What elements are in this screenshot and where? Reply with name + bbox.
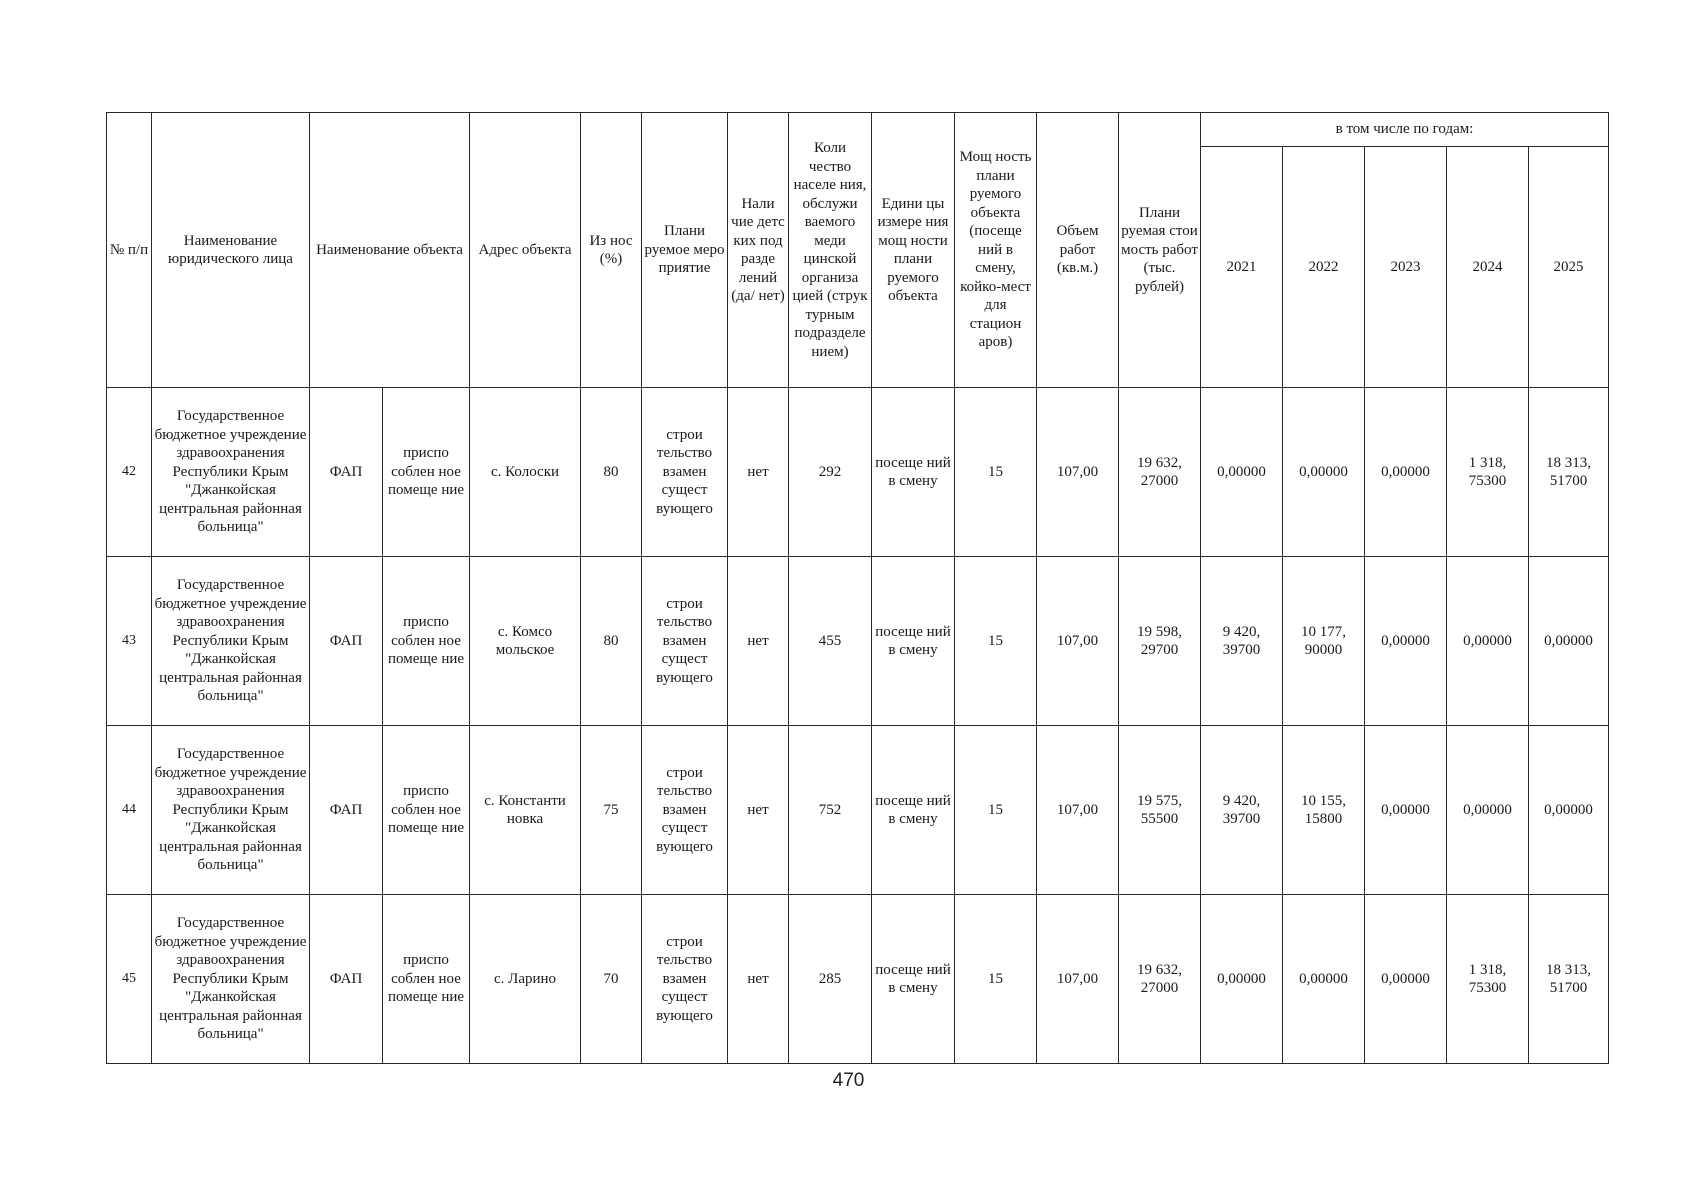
header-children: Нали чие детс ких под разде лений (да/ нет): [728, 113, 789, 388]
row-capacity: 15: [955, 557, 1037, 726]
row-num: 45: [107, 895, 152, 1064]
row-2021: 9 420, 39700: [1201, 726, 1283, 895]
row-object-desc: приспо соблен ное помеще ние: [383, 557, 470, 726]
row-wear: 70: [581, 895, 642, 1064]
row-2022: 10 177, 90000: [1283, 557, 1365, 726]
row-cost: 19 632, 27000: [1119, 388, 1201, 557]
row-volume: 107,00: [1037, 557, 1119, 726]
row-object-desc: приспо соблен ное помеще ние: [383, 895, 470, 1064]
table-row: [107, 557, 1609, 726]
row-2025: 0,00000: [1529, 557, 1609, 726]
page-number: 470: [832, 1070, 865, 1091]
row-2021: 0,00000: [1201, 388, 1283, 557]
table-row: [107, 895, 1609, 1064]
row-capacity: 15: [955, 388, 1037, 557]
header-cost: Плани руемая стои мость работ (тыс. рублей): [1119, 113, 1201, 388]
row-unit: посеще ний в смену: [872, 557, 955, 726]
row-population: 292: [789, 388, 872, 557]
header-year: 2021: [1201, 147, 1283, 388]
row-2021: 9 420, 39700: [1201, 557, 1283, 726]
row-cost: 19 632, 27000: [1119, 895, 1201, 1064]
row-object-type: ФАП: [310, 895, 383, 1064]
table-row: [107, 726, 1609, 895]
header-address: Адрес объекта: [470, 113, 581, 388]
row-2022: 10 155, 15800: [1283, 726, 1365, 895]
row-volume: 107,00: [1037, 388, 1119, 557]
header-year: 2024: [1447, 147, 1529, 388]
row-address: с. Колоски: [470, 388, 581, 557]
row-population: 455: [789, 557, 872, 726]
row-2022: 0,00000: [1283, 388, 1365, 557]
row-children: нет: [728, 895, 789, 1064]
header-capacity: Мощ ность плани руемого объекта (посеще ний в смену, койко-мест для стацион аров): [955, 113, 1037, 388]
row-measure: строи тельство взамен сущест вующего: [642, 895, 728, 1064]
row-org: Государственное бюджетное учреждение здравоохранения Республики Крым "Джанкойская центральная районная больница": [152, 388, 310, 557]
header-year: 2022: [1283, 147, 1365, 388]
row-2025: 18 313, 51700: [1529, 388, 1609, 557]
row-num: 44: [107, 726, 152, 895]
header-years-group: в том числе по годам:: [1201, 113, 1609, 147]
row-object-type: ФАП: [310, 557, 383, 726]
row-capacity: 15: [955, 895, 1037, 1064]
row-2024: 1 318, 75300: [1447, 895, 1529, 1064]
header-org: Наименование юридического лица: [152, 113, 310, 388]
header-population: Коли чество населе ния, обслужи ваемого меди цинской организа цией (струк турным подразделе нием): [789, 113, 872, 388]
facilities-table: [106, 112, 1609, 1064]
row-org: Государственное бюджетное учреждение здравоохранения Республики Крым "Джанкойская центральная районная больница": [152, 895, 310, 1064]
row-volume: 107,00: [1037, 726, 1119, 895]
row-object-desc: приспо соблен ное помеще ние: [383, 726, 470, 895]
row-measure: строи тельство взамен сущест вующего: [642, 388, 728, 557]
row-2023: 0,00000: [1365, 726, 1447, 895]
row-2025: 0,00000: [1529, 726, 1609, 895]
row-wear: 80: [581, 388, 642, 557]
row-2023: 0,00000: [1365, 388, 1447, 557]
row-population: 285: [789, 895, 872, 1064]
header-unit: Едини цы измере ния мощ ности плани руемого объекта: [872, 113, 955, 388]
row-measure: строи тельство взамен сущест вующего: [642, 557, 728, 726]
row-children: нет: [728, 726, 789, 895]
row-object-desc: приспо соблен ное помеще ние: [383, 388, 470, 557]
row-address: с. Комсо мольское: [470, 557, 581, 726]
row-volume: 107,00: [1037, 895, 1119, 1064]
row-cost: 19 598, 29700: [1119, 557, 1201, 726]
row-measure: строи тельство взамен сущест вующего: [642, 726, 728, 895]
row-unit: посеще ний в смену: [872, 388, 955, 557]
row-2021: 0,00000: [1201, 895, 1283, 1064]
header-volume: Объем работ (кв.м.): [1037, 113, 1119, 388]
header-measure: Плани руемое меро приятие: [642, 113, 728, 388]
row-2023: 0,00000: [1365, 895, 1447, 1064]
row-2024: 0,00000: [1447, 726, 1529, 895]
row-2024: 0,00000: [1447, 557, 1529, 726]
row-unit: посеще ний в смену: [872, 726, 955, 895]
row-children: нет: [728, 388, 789, 557]
row-capacity: 15: [955, 726, 1037, 895]
row-org: Государственное бюджетное учреждение здравоохранения Республики Крым "Джанкойская центральная районная больница": [152, 726, 310, 895]
row-2023: 0,00000: [1365, 557, 1447, 726]
row-object-type: ФАП: [310, 388, 383, 557]
row-num: 43: [107, 557, 152, 726]
row-wear: 80: [581, 557, 642, 726]
row-unit: посеще ний в смену: [872, 895, 955, 1064]
row-object-type: ФАП: [310, 726, 383, 895]
table-row: [107, 388, 1609, 557]
row-address: с. Ларино: [470, 895, 581, 1064]
row-children: нет: [728, 557, 789, 726]
header-object: Наименование объекта: [310, 113, 470, 388]
row-cost: 19 575, 55500: [1119, 726, 1201, 895]
row-2024: 1 318, 75300: [1447, 388, 1529, 557]
header-year: 2023: [1365, 147, 1447, 388]
row-org: Государственное бюджетное учреждение здравоохранения Республики Крым "Джанкойская центральная районная больница": [152, 557, 310, 726]
row-2022: 0,00000: [1283, 895, 1365, 1064]
header-num: № п/п: [107, 113, 152, 388]
row-wear: 75: [581, 726, 642, 895]
row-num: 42: [107, 388, 152, 557]
row-2025: 18 313, 51700: [1529, 895, 1609, 1064]
row-population: 752: [789, 726, 872, 895]
row-address: с. Константи новка: [470, 726, 581, 895]
header-wear: Из нос (%): [581, 113, 642, 388]
header-year: 2025: [1529, 147, 1609, 388]
